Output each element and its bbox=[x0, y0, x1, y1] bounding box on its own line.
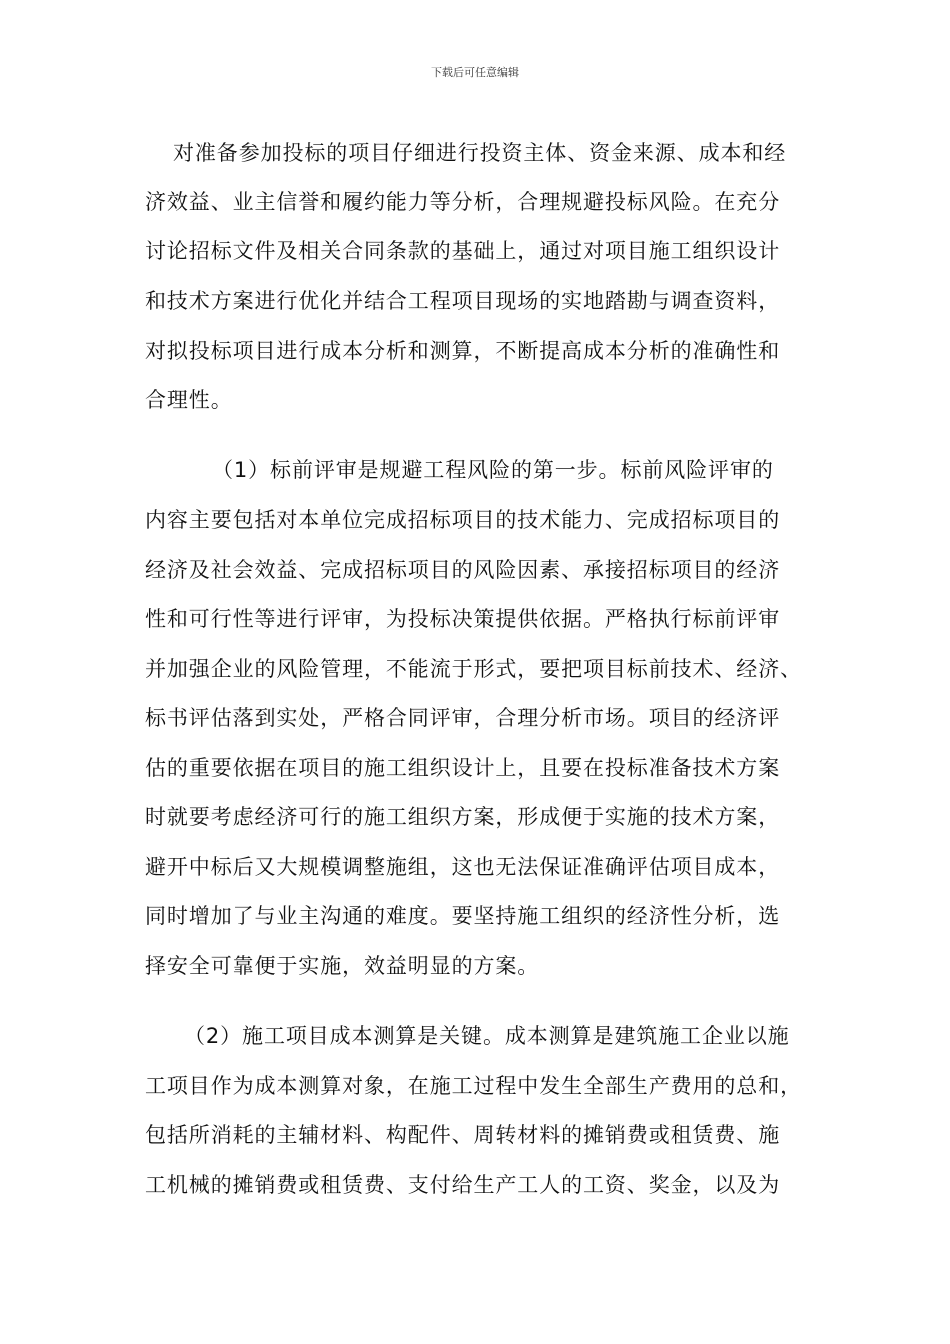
paragraph-line: 包括所消耗的主辅材料、构配件、周转材料的摊销费或租赁费、施 bbox=[145, 1123, 781, 1147]
paragraph-line: 性和可行性等进行评审，为投标决策提供依据。严格执行标前评审 bbox=[145, 607, 781, 631]
paragraph-line: 讨论招标文件及相关合同条款的基础上，通过对项目施工组织设计 bbox=[145, 239, 781, 263]
paragraph-line: 对准备参加投标的项目仔细进行投资主体、资金来源、成本和经 bbox=[173, 141, 787, 165]
paragraph-line: 择安全可靠便于实施，效益明显的方案。 bbox=[145, 954, 540, 978]
paragraph-line: 标书评估落到实处，严格合同评审，合理分析市场。项目的经济评 bbox=[145, 706, 781, 730]
paragraph-line: 估的重要依据在项目的施工组织设计上，且要在投标准备技术方案 bbox=[145, 756, 781, 780]
paragraph-line: 同时增加了与业主沟通的难度。要坚持施工组织的经济性分析，选 bbox=[145, 904, 781, 928]
paragraph-line: 时就要考虑经济可行的施工组织方案，形成便于实施的技术方案， bbox=[145, 805, 781, 829]
page-header: 下载后可任意编辑 bbox=[431, 66, 519, 79]
paragraph-line: 工机械的摊销费或租赁费、支付给生产工人的工资、奖金，以及为 bbox=[145, 1173, 781, 1197]
paragraph-line: 济效益、业主信誉和履约能力等分析，合理规避投标风险。在充分 bbox=[145, 190, 781, 214]
paragraph-line: 避开中标后又大规模调整施组，这也无法保证准确评估项目成本， bbox=[145, 855, 781, 879]
paragraph-line: 合理性。 bbox=[145, 388, 233, 412]
paragraph-line: 工项目作为成本测算对象，在施工过程中发生全部生产费用的总和， bbox=[145, 1074, 802, 1098]
paragraph-line: （2）施工项目成本测算是关键。成本测算是建筑施工企业以施 bbox=[184, 1024, 790, 1048]
paragraph-line: 并加强企业的风险管理，不能流于形式，要把项目标前技术、经济、 bbox=[145, 657, 802, 681]
paragraph-line: 对拟投标项目进行成本分析和测算，不断提高成本分析的准确性和 bbox=[145, 339, 781, 363]
paragraph-line: 内容主要包括对本单位完成招标项目的技术能力、完成招标项目的 bbox=[145, 508, 781, 532]
paragraph-line: （1）标前评审是规避工程风险的第一步。标前风险评审的 bbox=[212, 458, 774, 482]
paragraph-line: 经济及社会效益、完成招标项目的风险因素、承接招标项目的经济 bbox=[145, 558, 781, 582]
paragraph-line: 和技术方案进行优化并结合工程项目现场的实地踏勘与调查资料， bbox=[145, 289, 781, 313]
